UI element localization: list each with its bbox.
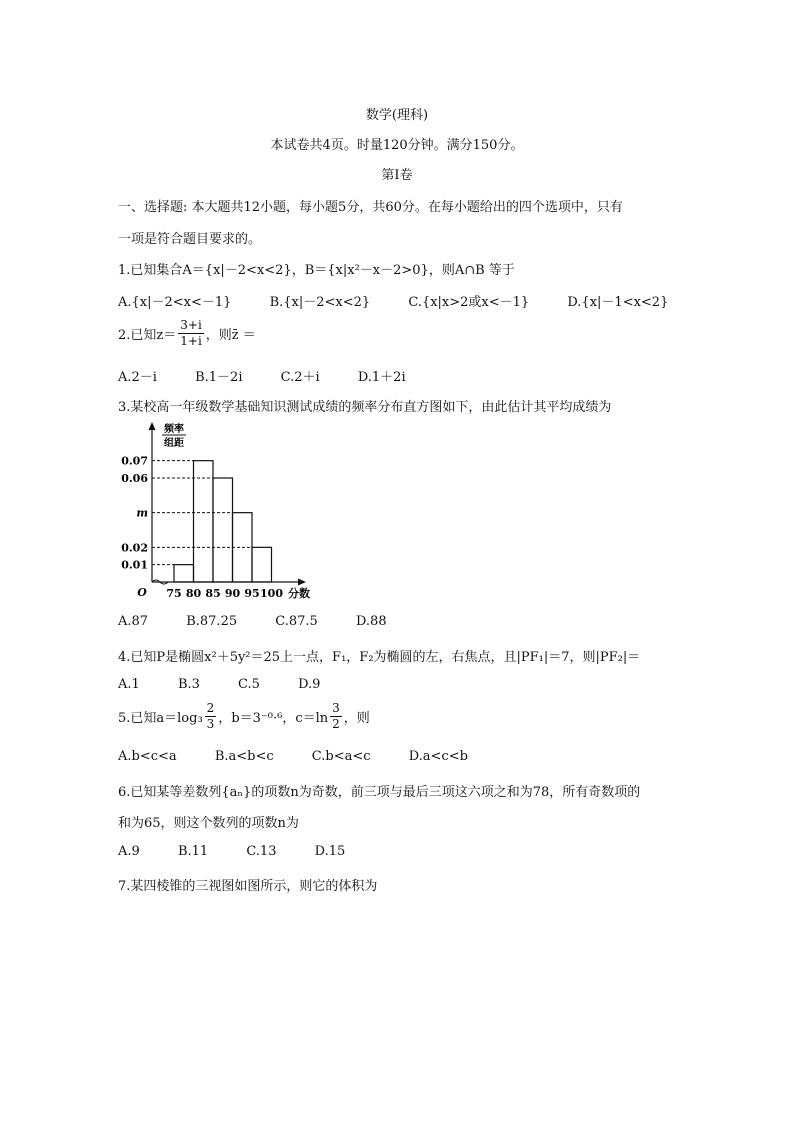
option-a: A.87	[118, 614, 149, 629]
option-d: D.{x|－1<x<2}	[567, 295, 669, 310]
histogram-bar	[252, 547, 272, 582]
option-b: B.{x|－2<x<2}	[269, 295, 371, 310]
option-a: A.b<c<a	[118, 749, 177, 764]
q5-frac1-den: 3	[206, 717, 215, 731]
option-d: D.15	[314, 844, 346, 859]
histogram-bar	[194, 461, 214, 582]
y-tick-label: 0.02	[121, 541, 148, 555]
q5-suffix: ，则	[343, 711, 370, 726]
q2-prefix: 2.已知z＝	[118, 328, 177, 343]
question-1-options	[118, 291, 702, 310]
option-a: A.9	[118, 844, 140, 859]
histogram-bars	[152, 461, 272, 582]
question-5-options	[118, 749, 502, 764]
x-tick-label: 85	[205, 587, 221, 600]
y-axis-label-bottom: 组距	[164, 438, 184, 449]
question-6-options	[118, 844, 379, 859]
q5-fraction-1	[205, 701, 217, 732]
option-c: C.87.5	[275, 614, 318, 629]
q5-frac1-num: 2	[206, 701, 215, 715]
option-a: A.1	[118, 677, 140, 692]
question-4-options	[118, 677, 354, 692]
origin-label: O	[137, 586, 147, 599]
q5-frac2-num: 3	[332, 701, 340, 715]
q2-fraction	[178, 318, 204, 349]
histogram-bar	[174, 565, 194, 582]
y-tick-label: 0.07	[121, 454, 148, 468]
question-6-line1: 6.已知某等差数列{aₙ}的项数n为奇数，前三项与最后三项这六项之和为78，所有奇数项的	[118, 785, 641, 800]
option-b: B.a<b<c	[214, 749, 274, 764]
option-c: C.b<a<c	[311, 749, 371, 764]
question-3-stem: 3.某校高一年级数学基础知识测试成绩的频率分布直方图如下，由此估计其平均成绩为	[118, 400, 612, 415]
question-5-stem	[118, 701, 370, 732]
option-d: D.a<c<b	[408, 749, 468, 764]
histogram-labels	[121, 422, 310, 600]
option-b: B.11	[177, 844, 209, 859]
option-b: B.87.25	[186, 614, 238, 629]
x-axis-arrow	[298, 579, 306, 586]
q5-middle: ，b＝3⁻⁰·⁶，c＝ln	[218, 711, 329, 726]
x-tick-label: 100	[260, 587, 283, 600]
q2-frac-den: 1+i	[180, 334, 202, 348]
question-6-line2: 和为65，则这个数列的项数n为	[118, 816, 299, 831]
question-7-stem: 7.某四棱锥的三视图如图所示，则它的体积为	[118, 879, 378, 894]
option-b: B.3	[177, 677, 200, 692]
question-2-options	[118, 366, 440, 385]
option-c: C.13	[246, 844, 277, 859]
paper-info: 本试卷共4页。时量120分钟。满分150分。	[270, 138, 524, 153]
y-axis-arrow	[149, 422, 156, 430]
section-intro-line1: 一、选择题: 本大题共12小题，每小题5分，共60分。在每小题给出的四个选项中，只有	[118, 200, 623, 215]
section-intro-line2: 一项是符合题目要求的。	[118, 232, 262, 247]
q5-prefix: 5.已知a＝log₃	[118, 711, 203, 726]
x-axis-label: 分数	[288, 587, 310, 600]
option-c: C.{x|x>2或x<－1}	[408, 295, 530, 310]
y-tick-label: 0.06	[121, 472, 148, 485]
option-a: A.2－i	[118, 370, 157, 385]
x-tick-label: 75	[166, 587, 182, 600]
volume-label: 第Ⅰ卷	[381, 168, 413, 183]
y-tick-label: 0.01	[121, 558, 148, 572]
frequency-histogram	[112, 418, 322, 606]
y-axis-label-top: 频率	[164, 424, 184, 435]
option-c: C.5	[238, 677, 260, 692]
option-b: B.1－2i	[195, 370, 243, 385]
option-c: C.2＋i	[280, 370, 320, 385]
x-tick-label: 95	[244, 587, 260, 600]
option-a: A.{x|－2<x<－1}	[118, 295, 232, 310]
question-3-options	[118, 614, 421, 629]
option-d: D.88	[355, 614, 387, 629]
question-1-stem: 1.已知集合A＝{x|－2<x<2}，B＝{x|x²－x－2>0}，则A∩B 等于	[118, 263, 515, 278]
q2-suffix: ，则z̄ ＝	[205, 328, 256, 343]
question-4-stem: 4.已知P是椭圆x²＋5y²＝25上一点，F₁，F₂为椭圆的左，右焦点，且|PF₁|＝7，则|PF₂|＝	[118, 650, 641, 665]
x-tick-label: 90	[224, 587, 241, 600]
option-d: D.9	[298, 677, 321, 692]
x-tick-label: 80	[185, 587, 202, 600]
q5-fraction-2	[330, 701, 342, 732]
q5-frac2-den: 2	[332, 717, 340, 731]
histogram-bar	[213, 478, 233, 582]
option-d: D.1＋2i	[357, 370, 406, 385]
y-tick-label: m	[136, 506, 148, 520]
q2-frac-num: 3+i	[180, 318, 202, 332]
paper-title: 数学(理科)	[365, 108, 429, 123]
question-2-stem	[118, 318, 256, 349]
